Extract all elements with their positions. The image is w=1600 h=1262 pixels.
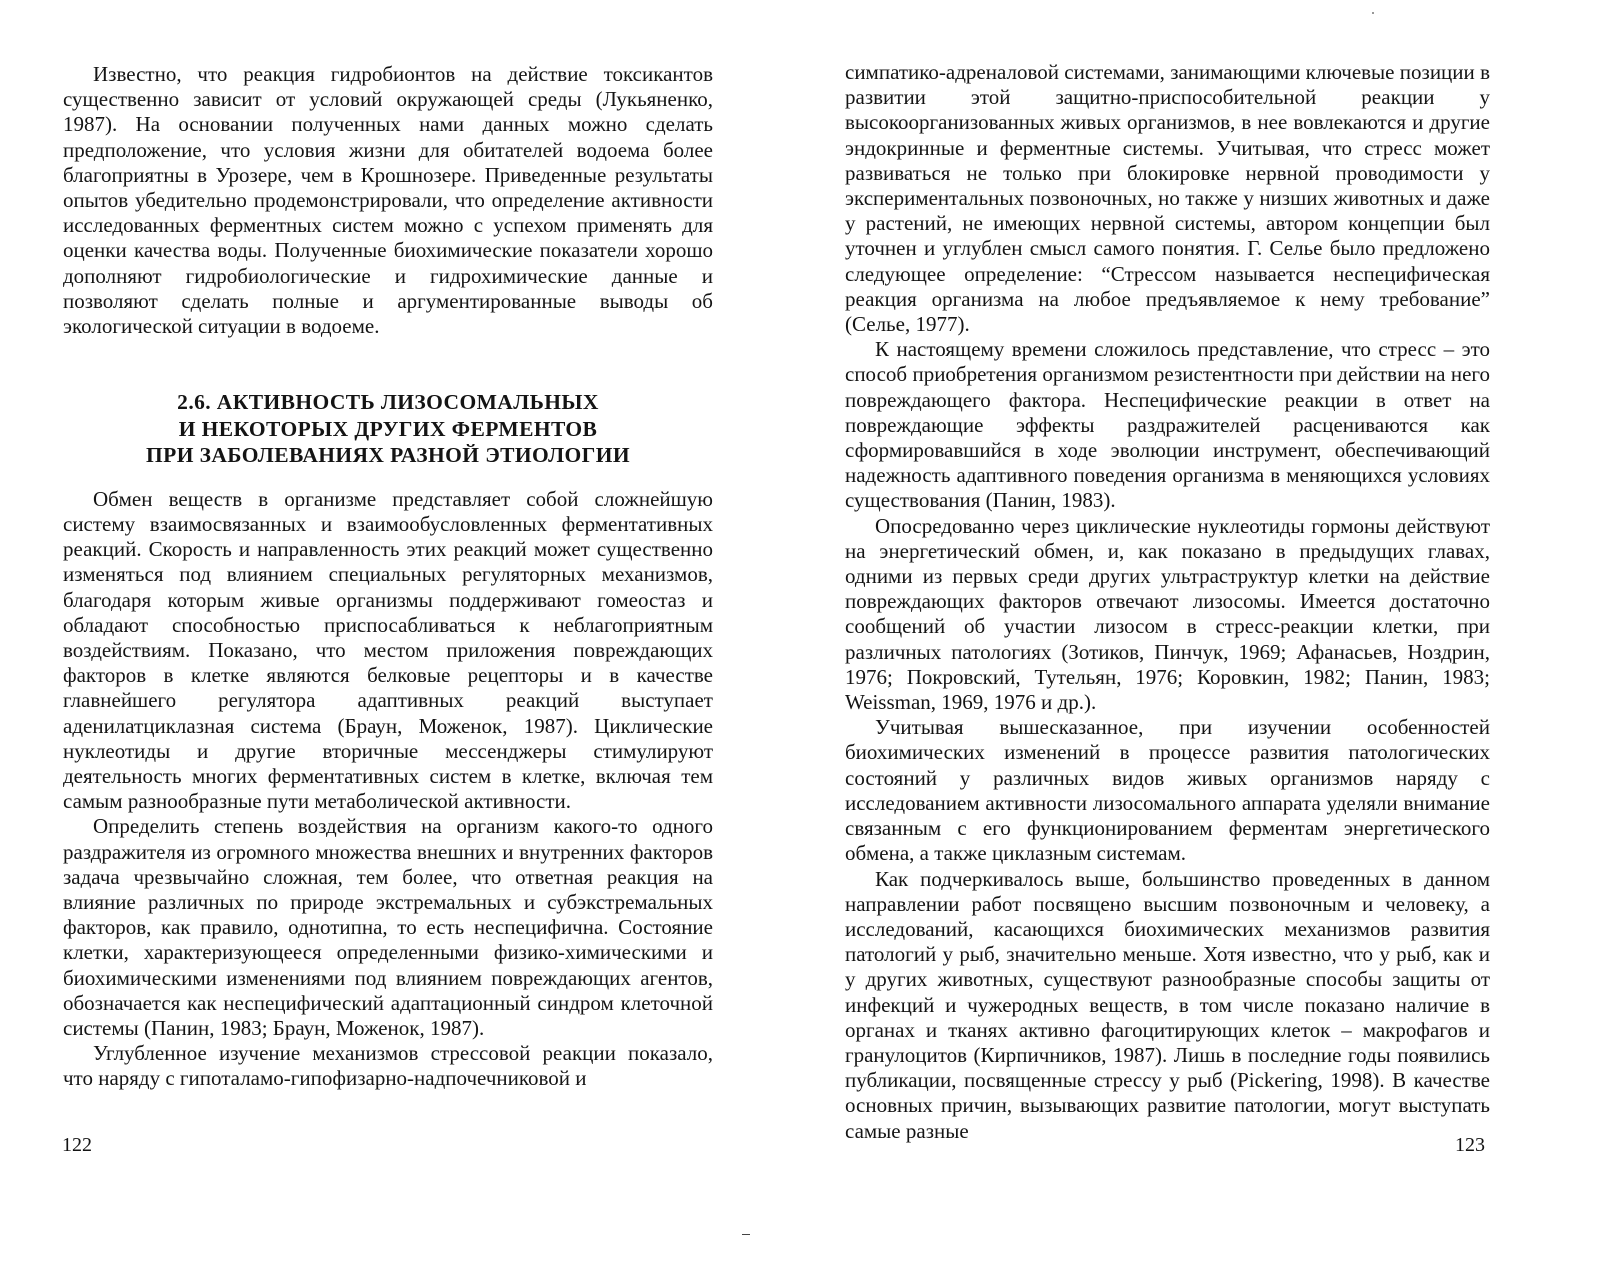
paragraph: Обмен веществ в организме представляет собой сложнейшую систему взаимосвязанных и взаимообусловленных ферментативных реакций. Скорость и направленность этих реакций может существенно изменяться под влиянием специальных регуляторных механизмов, благодаря которым живые организмы поддерживают гомеостаз и обладают способностью приспосабливаться к неблагоприятным воздействиям. Показано, что местом приложения повреждающих факторов в клетке являются белковые рецепторы и в качестве главнейшего регулятора адаптивных реакций выступает аденилатциклазная система (Браун, Моженок, 1987). Циклические нуклеотиды и другие вторичные мессенджеры стимулируют деятельность многих ферментативных систем в клетке, включая тем самым разнообразные пути метаболической активности. (63, 486, 713, 814)
heading-line: ПРИ ЗАБОЛЕВАНИЯХ РАЗНОЙ ЭТИОЛОГИИ (146, 443, 630, 468)
left-text-column (63, 62, 713, 1092)
heading-line: 2.6. АКТИВНОСТЬ ЛИЗОСОМАЛЬНЫХ (177, 390, 599, 415)
page-number-left: 122 (62, 1134, 92, 1156)
paragraph: Определить степень воздействия на организм какого-то одного раздражителя из огромного множества внешних и внутренних факторов задача чрезвычайно сложная, тем более, что ответная реакция на влияние различных по природе экстремальных и субэкстремальных факторов, как правило, однотипна, то есть неспецифична. Состояние клетки, характеризующееся определенными физико-химическими и биохимическими изменениями под влиянием повреждающих агентов, обозначается как неспецифический адаптационный синдром клеточной системы (Панин, 1983; Браун, Моженок, 1987). (63, 814, 713, 1040)
right-text-column (845, 60, 1490, 1144)
page-number-right: 123 (1455, 1134, 1485, 1156)
paragraph: Как подчеркивалось выше, большинство проведенных в данном направлении работ посвящено высшим позвоночным и человеку, а исследований, касающихся биохимических механизмов развития патологий у рыб, значительно меньше. Хотя известно, что у рыб, как и у других животных, существуют разнообразные способы защиты от инфекций и чужеродных веществ, в том числе показано наличие в органах и тканях активно фагоцитирующих клеток – макрофагов и гранулоцитов (Кирпичников, 1987). Лишь в последние годы появились публикации, посвященные стрессу у рыб (Pickering, 1998). В качестве основных причин, вызывающих развитие патологии, могут выступать самые разные (845, 866, 1490, 1143)
scan-mark (742, 1234, 750, 1235)
paragraph: К настоящему времени сложилось представление, что стресс – это способ приобретения организмом резистентности при действии на него повреждающего фактора. Неспецифические реакции в ответ на повреждающие эффекты раздражителей расцениваются как сформировавшийся в ходе эволюции инструмент, обеспечивающий надежность адаптивного поведения организма в меняющихся условиях существования (Панин, 1983). (845, 337, 1490, 513)
heading-line: И НЕКОТОРЫХ ДРУГИХ ФЕРМЕНТОВ (178, 416, 598, 441)
paragraph-continued: симпатико-адреналовой системами, занимающими ключевые позиции в развитии этой защитно-приспособительной реакции у высокоорганизованных живых организмов, в нее вовлекаются и другие эндокринные и ферментные системы. Учитывая, что стресс может развиваться не только при блокировке нервной проводимости у экспериментальных позвоночных, но также у низших животных и даже у растений, не имеющих нервной системы, автором концепции был уточнен и углублен смысл самого понятия. Г. Селье было предложено следующее определение: “Стрессом называется неспецифическая реакция организма на любое предъявляемое к нему требование” (Селье, 1977). (845, 60, 1490, 337)
paragraph-intro: Известно, что реакция гидробионтов на действие токсикантов существенно зависит от условий окружающей среды (Лукьяненко, 1987). На основании полученных нами данных можно сделать предположение, что условия жизни для обитателей водоема более благоприятны в Урозере, чем в Крошнозере. Приведенные результаты опытов убедительно продемонстрировали, что определение активности исследованных ферментных систем можно с успехом применять для оценки качества воды. Полученные биохимические показатели хорошо дополняют гидробиологические и гидрохимические данные и позволяют сделать полные и аргументированные выводы об экологической ситуации в водоеме. (63, 62, 713, 339)
section-heading (63, 389, 713, 469)
right-page (800, 0, 1600, 1262)
paragraph: Учитывая вышесказанное, при изучении особенностей биохимических изменений в процессе развития патологических состояний у различных видов живых организмов наряду с исследованием активности лизосомального аппарата уделяли внимание связанным с его функционированием ферментам энергетического обмена, а также циклазным системам. (845, 715, 1490, 866)
paragraph: Углубленное изучение механизмов стрессовой реакции показало, что наряду с гипоталамо-гипофизарно-надпочечниковой и (63, 1041, 713, 1091)
paragraph: Опосредованно через циклические нуклеотиды гормоны действуют на энергетический обмен, и, как показано в предыдущих главах, одними из первых среди других ультраструктур клетки на действие повреждающих факторов отвечают лизосомы. Имеется достаточно сообщений об участии лизосом в стресс-реакции клетки, при различных патологиях (Зотиков, Пинчук, 1969; Афанасьев, Ноздрин, 1976; Покровский, Тутельян, 1976; Коровкин, 1982; Панин, 1983; Weissman, 1969, 1976 и др.). (845, 513, 1490, 715)
